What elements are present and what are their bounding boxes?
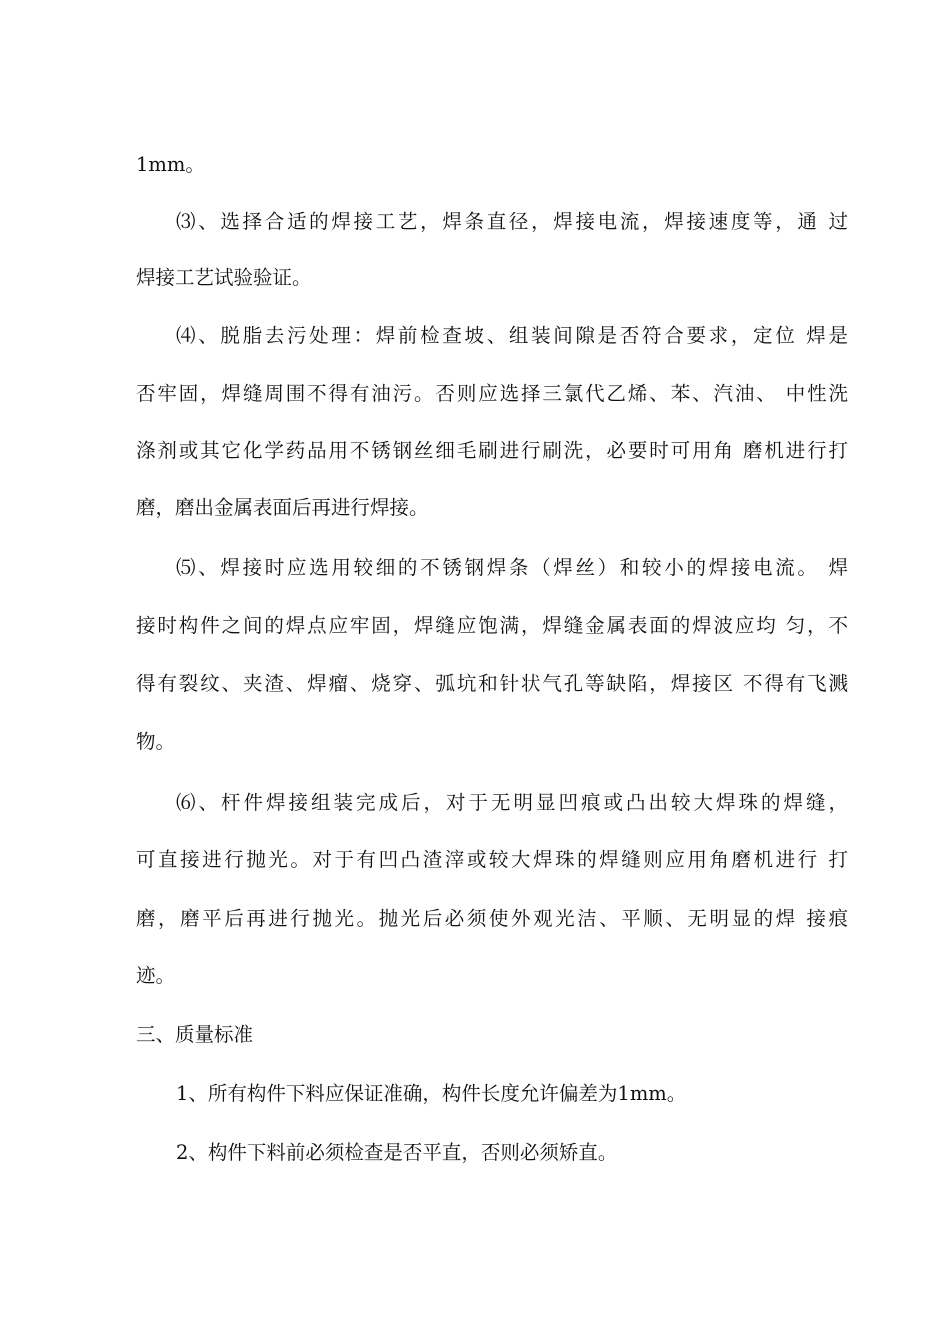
- paragraph-4-line-3: 涤剂或其它化学药品用不锈钢丝细毛刷进行刷洗，必要时可用角 磨机进行打: [136, 439, 848, 462]
- paragraph-6-line-4: 迹。: [136, 964, 176, 987]
- paragraph-5-line-2: 接时构件之间的焊点应牢固，焊缝应饱满，焊缝金属表面的焊波应均 匀，不: [136, 614, 848, 637]
- paragraph-6-line-1: ⑹、杆件焊接组装完成后，对于无明显凹痕或凸出较大焊珠的焊缝，: [176, 791, 848, 814]
- standard-item-1: 1、所有构件下料应保证准确，构件长度允许偏差为1mm。: [176, 1082, 687, 1105]
- paragraph-3-line-2: 焊接工艺试验验证。: [136, 266, 312, 289]
- paragraph-5-line-1: ⑸、焊接时应选用较细的不锈钢焊条（焊丝）和较小的焊接电流。 焊: [176, 556, 848, 579]
- paragraph-4-line-2: 否牢固，焊缝周围不得有油污。否则应选择三氯代乙烯、苯、汽油、 中性洗: [136, 382, 848, 405]
- text-line: 1mm。: [136, 153, 205, 176]
- section-heading: 三、质量标准: [136, 1023, 254, 1046]
- paragraph-6-line-2: 可直接进行抛光。对于有凹凸渣滓或较大焊珠的焊缝则应用角磨机进行 打: [136, 848, 848, 871]
- standard-item-2: 2、构件下料前必须检查是否平直，否则必须矫直。: [176, 1141, 618, 1164]
- paragraph-6-line-3: 磨，磨平后再进行抛光。抛光后必须使外观光洁、平顺、无明显的焊 接痕: [136, 907, 848, 930]
- paragraph-5-line-3: 得有裂纹、夹渣、焊瘤、烧穿、弧坑和针状气孔等缺陷，焊接区 不得有飞溅: [136, 672, 848, 695]
- paragraph-4-line-1: ⑷、脱脂去污处理：焊前检查坡、组装间隙是否符合要求，定位 焊是: [176, 324, 848, 347]
- paragraph-3-line-1: ⑶、选择合适的焊接工艺，焊条直径，焊接电流，焊接速度等，通 过: [176, 210, 848, 233]
- paragraph-5-line-4: 物。: [136, 730, 176, 753]
- paragraph-4-line-4: 磨，磨出金属表面后再进行焊接。: [136, 496, 429, 519]
